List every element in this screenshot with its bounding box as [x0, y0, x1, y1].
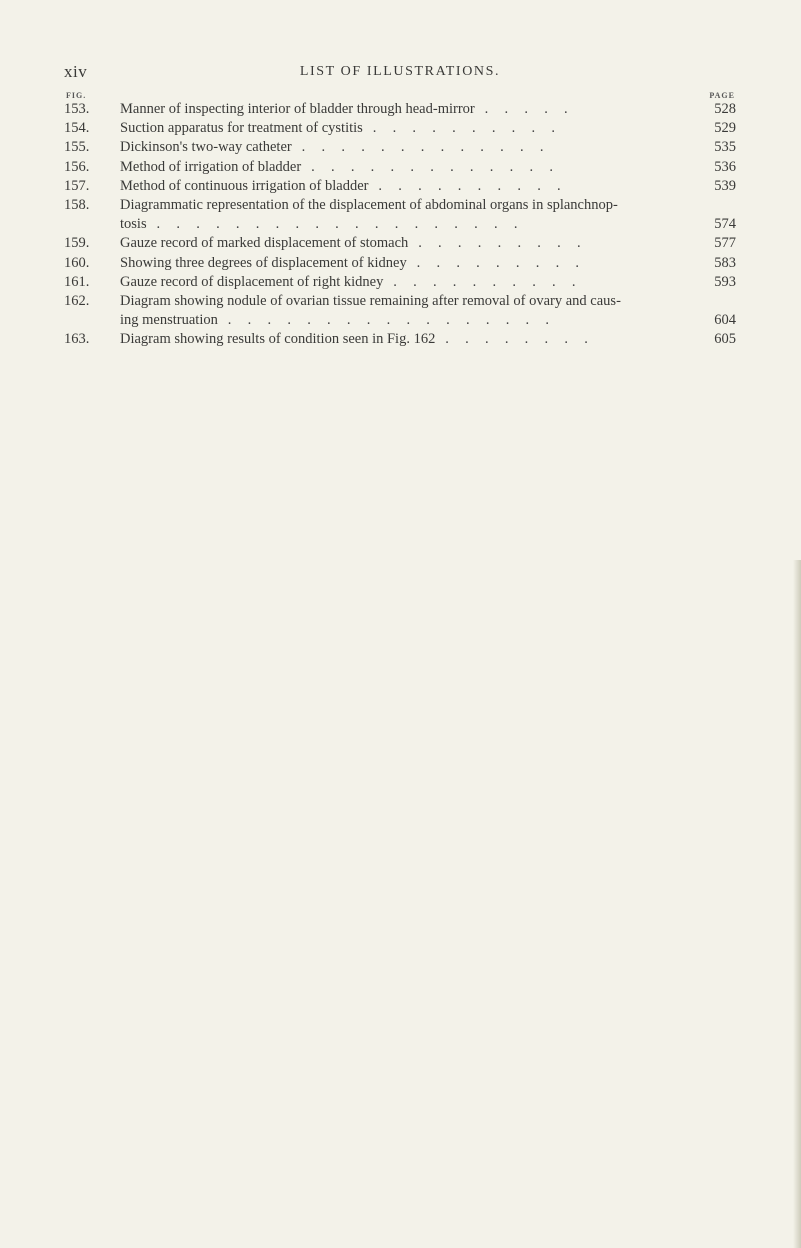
- figure-caption: Suction apparatus for treatment of cystitis . . . . . . . . . .: [120, 120, 562, 137]
- page-column-label: PAGE: [709, 91, 735, 100]
- list-item: [64, 158, 736, 177]
- caption-line: Manner of inspecting interior of bladder through head-mirror: [120, 101, 475, 117]
- illustrations-list: [64, 100, 736, 350]
- caption-line: ing menstruation: [120, 312, 218, 329]
- figure-number: 154.: [64, 120, 90, 137]
- caption-line: Method of continuous irrigation of bladder: [120, 177, 369, 194]
- page-reference: 528: [714, 101, 736, 117]
- figure-number: 159.: [64, 235, 90, 252]
- figure-number: 163.: [64, 331, 90, 348]
- figure-number: 155.: [64, 139, 90, 156]
- page-reference: 583: [714, 254, 736, 271]
- list-item: [64, 254, 736, 273]
- caption-line: Gauze record of marked displacement of stomach: [120, 235, 409, 252]
- caption-line: Diagram showing results of condition seen in Fig. 162: [120, 331, 436, 348]
- list-item: [64, 292, 736, 330]
- page-reference: 593: [714, 273, 736, 290]
- figure-caption: Method of continuous irrigation of bladder . . . . . . . . . .: [120, 177, 567, 194]
- running-head: [64, 62, 736, 84]
- figure-number: 153.: [64, 101, 90, 117]
- figure-caption: Diagram showing results of condition seen in Fig. 162 . . . . . . . .: [120, 331, 595, 348]
- page-title: LIST OF ILLUSTRATIONS.: [299, 64, 501, 79]
- list-item: [64, 100, 736, 119]
- caption-line: Diagrammatic representation of the displacement of abdominal organs in splanchnop-: [120, 197, 618, 214]
- page-reference: 539: [714, 177, 736, 194]
- figure-number: 162.: [64, 293, 90, 310]
- figure-number: 156.: [64, 158, 90, 175]
- figure-number: 158.: [64, 197, 90, 214]
- caption-line: tosis: [120, 216, 147, 233]
- figure-caption: Method of irrigation of bladder . . . . . . . . . . . . .: [120, 158, 560, 175]
- page-reference: 574: [714, 216, 736, 233]
- figure-caption: Gauze record of displacement of right kidney . . . . . . . . . .: [120, 273, 582, 290]
- caption-line: Dickinson's two-way catheter: [120, 139, 292, 156]
- list-item: [64, 330, 736, 349]
- figure-caption: Showing three degrees of displacement of kidney . . . . . . . . .: [120, 254, 586, 271]
- list-item: [64, 196, 736, 234]
- caption-line: Showing three degrees of displacement of kidney: [120, 254, 407, 271]
- page-reference: 604: [714, 312, 736, 329]
- list-item: [64, 273, 736, 292]
- page-reference: 536: [714, 158, 736, 175]
- list-item: [64, 119, 736, 138]
- fig-column-label: FIG.: [66, 91, 87, 100]
- figure-caption: Dickinson's two-way catheter . . . . . . . . . . . . .: [120, 139, 550, 156]
- page-number: xiv: [64, 62, 88, 81]
- figure-number: 161.: [64, 273, 90, 290]
- figure-caption: Gauze record of marked displacement of stomach . . . . . . . . .: [120, 235, 587, 252]
- figure-caption: Diagrammatic representation of the displacement of abdominal organs in splanchnop- tosis . . . . . . . . . . . . . . . . . . .: [120, 197, 618, 233]
- figure-caption: Diagram showing nodule of ovarian tissue remaining after removal of ovary and caus- ing menstruation . . . . . . . . . . . . . . . . .: [120, 293, 621, 329]
- list-item: [64, 234, 736, 253]
- figure-caption: Manner of inspecting interior of bladder through head-mirror . . . . .: [120, 101, 574, 117]
- figure-number: 160.: [64, 254, 90, 271]
- page-reference: 529: [714, 120, 736, 137]
- page-reference: 577: [714, 235, 736, 252]
- caption-line: Method of irrigation of bladder: [120, 158, 302, 175]
- caption-line: Suction apparatus for treatment of cystitis: [120, 120, 363, 137]
- list-item: [64, 177, 736, 196]
- page-edge-shadow: [793, 560, 801, 1248]
- page-reference: 605: [714, 331, 736, 348]
- caption-line: Diagram showing nodule of ovarian tissue remaining after removal of ovary and caus-: [120, 293, 621, 310]
- list-item: [64, 138, 736, 157]
- figure-number: 157.: [64, 177, 90, 194]
- page-reference: 535: [714, 139, 736, 156]
- caption-line: Gauze record of displacement of right kidney: [120, 273, 384, 290]
